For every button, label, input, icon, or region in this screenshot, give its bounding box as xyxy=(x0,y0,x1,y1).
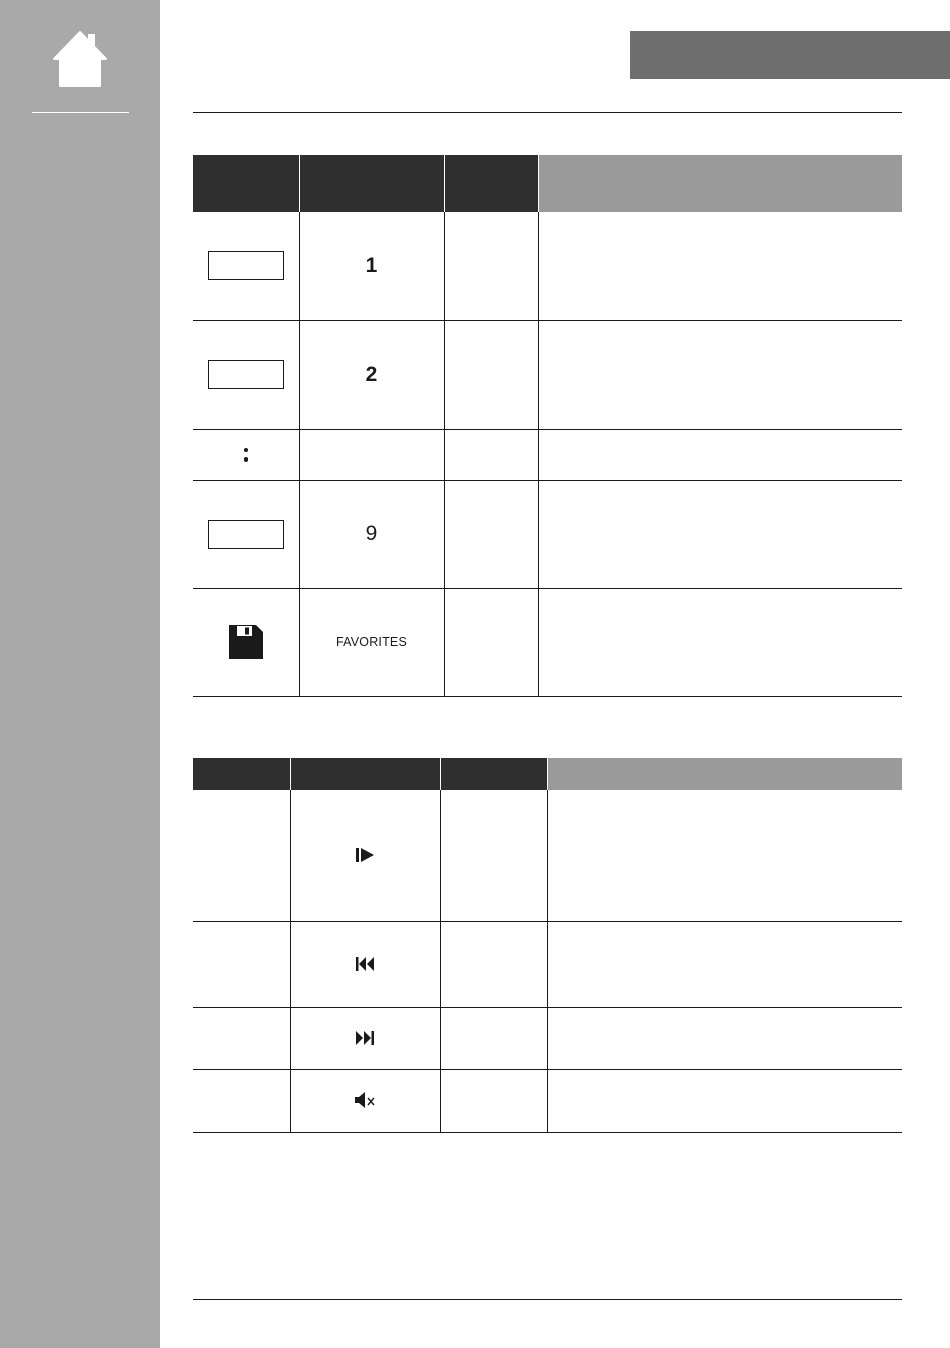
description-cell xyxy=(538,480,902,588)
cell xyxy=(440,1007,547,1069)
cell xyxy=(444,480,538,588)
table-row xyxy=(193,921,902,1007)
key-cell xyxy=(193,480,299,588)
favorites-label: FAVORITES xyxy=(335,635,408,649)
header-cell xyxy=(440,758,547,790)
preset-button-icon xyxy=(208,520,284,549)
home-button[interactable] xyxy=(52,30,108,88)
table-header-row xyxy=(193,155,902,212)
key-cell xyxy=(193,212,299,320)
cell xyxy=(193,1069,290,1132)
preset-button-icon xyxy=(208,360,284,389)
header-cell xyxy=(290,758,440,790)
description-cell xyxy=(547,790,902,921)
table-row xyxy=(193,212,902,320)
cell xyxy=(444,429,538,480)
description-cell xyxy=(538,212,902,320)
description-cell xyxy=(547,921,902,1007)
table-row xyxy=(193,429,902,480)
vertical-ellipsis-icon xyxy=(243,443,249,467)
description-cell xyxy=(538,320,902,429)
preset-label: 2 xyxy=(365,362,378,386)
preset-button-icon xyxy=(208,251,284,280)
skip-forward-icon xyxy=(355,1030,375,1046)
header-cell xyxy=(444,155,538,212)
label-cell xyxy=(299,588,444,696)
table-header-row xyxy=(193,758,902,790)
preset-label: 1 xyxy=(365,253,378,277)
cell xyxy=(440,790,547,921)
cell xyxy=(440,1069,547,1132)
mute-icon xyxy=(354,1091,376,1109)
table-row xyxy=(193,320,902,429)
skip-back-icon xyxy=(355,956,375,972)
cell xyxy=(444,212,538,320)
description-cell xyxy=(538,429,902,480)
icon-cell xyxy=(290,1069,440,1132)
cell xyxy=(444,320,538,429)
table-row xyxy=(193,480,902,588)
header-cell xyxy=(193,758,290,790)
bottom-divider xyxy=(193,1299,902,1300)
key-cell xyxy=(193,429,299,480)
header-cell xyxy=(299,155,444,212)
cell xyxy=(440,921,547,1007)
table-row xyxy=(193,588,902,696)
icon-cell xyxy=(290,921,440,1007)
preset-label: 9 xyxy=(365,522,378,545)
description-cell xyxy=(538,588,902,696)
cell xyxy=(193,790,290,921)
label-cell xyxy=(299,320,444,429)
cell xyxy=(444,588,538,696)
cell xyxy=(193,921,290,1007)
table-row xyxy=(193,790,902,921)
icon-cell xyxy=(290,790,440,921)
floppy-disk-icon xyxy=(228,624,264,660)
key-cell xyxy=(193,588,299,696)
description-cell xyxy=(547,1007,902,1069)
label-cell xyxy=(299,480,444,588)
playback-table xyxy=(193,758,902,1133)
header-cell xyxy=(193,155,299,212)
play-pause-icon xyxy=(355,847,375,863)
header-cell xyxy=(538,155,902,212)
label-cell xyxy=(299,212,444,320)
sidebar xyxy=(0,0,160,1348)
label-cell xyxy=(299,429,444,480)
table-row xyxy=(193,1069,902,1132)
icon-cell xyxy=(290,1007,440,1069)
description-cell xyxy=(547,1069,902,1132)
home-icon xyxy=(52,30,108,88)
top-divider xyxy=(193,112,902,113)
cell xyxy=(193,1007,290,1069)
table-row xyxy=(193,1007,902,1069)
key-cell xyxy=(193,320,299,429)
section-header-tab xyxy=(630,31,950,79)
presets-table xyxy=(193,155,902,697)
header-cell xyxy=(547,758,902,790)
sidebar-divider xyxy=(32,112,129,113)
